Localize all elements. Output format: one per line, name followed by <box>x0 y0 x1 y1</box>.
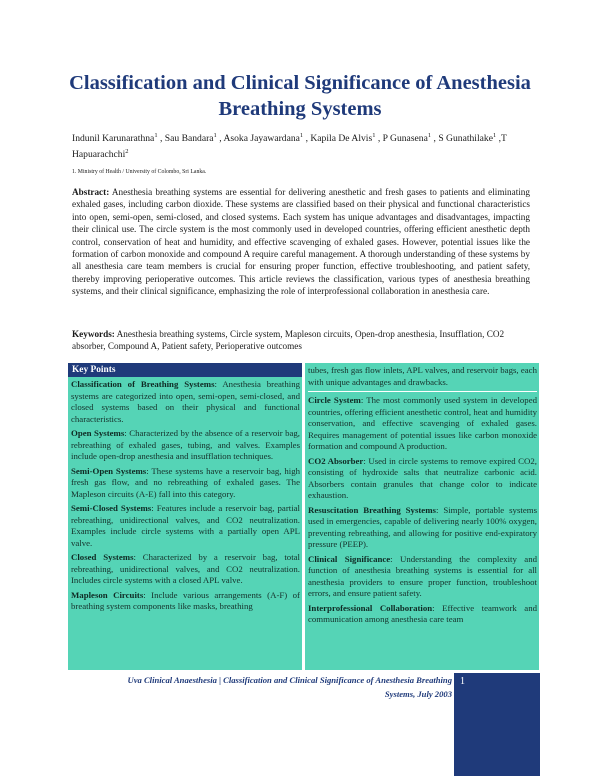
abstract-label: Abstract: <box>72 187 110 197</box>
key-point-label: Circle System <box>308 395 361 405</box>
key-point <box>308 505 537 551</box>
key-point-text: : Anesthesia breathing systems are categorized into open, semi-open, semi-closed, and closed systems based on their physical and functional characteristics. <box>71 379 300 424</box>
keywords <box>72 328 530 353</box>
key-points-right-list <box>308 395 537 626</box>
author-name: T Hapuarachchi <box>72 133 507 161</box>
key-point-label: Mapleson Circuits <box>71 589 144 600</box>
key-point-text: : These systems have a reservoir bag, high fresh gas flow, and no rebreathing of exhaled gases. The Mapleson circuits (A-E) fall into this category. <box>71 465 300 499</box>
key-point-text: : Understanding the complexity and function of anesthesia breathing systems is essential for all anesthesia providers to ensure proper function, troubleshoot errors, and ensure patient safety. <box>308 553 537 598</box>
key-points-right-column <box>305 363 539 670</box>
abstract <box>72 186 530 298</box>
key-points-left-body <box>68 377 302 613</box>
keywords-text: Anesthesia breathing systems, Circle system, Mapleson circuits, Open-drop anesthesia, Insufflation, CO2 absorber, Compound A, Patient safety, Perioperative outcomes <box>72 329 505 352</box>
author-separator: , <box>431 133 439 145</box>
key-point <box>308 603 537 626</box>
key-point-label: Resuscitation Breathing Systems <box>308 504 436 515</box>
key-point-label: Classification of Breathing Systems <box>71 379 215 389</box>
page-footer <box>62 673 452 703</box>
key-point-text: : Used in circle systems to remove expired CO2, consisting of hydroxide salts that neutralize carbonic acid. Absorbers contain granules that change color to indicate exhaustion. <box>308 455 537 500</box>
author-name: S Gunathilake <box>438 133 493 145</box>
key-point-label: CO2 Absorber <box>308 455 364 466</box>
key-point-text: : Simple, portable systems used in emergencies, capable of delivering nearly 100% oxygen, preventing rebreathing, and allowing for positive end-expiratory pressure (PEEP). <box>308 504 537 549</box>
key-point-text: : Features include a reservoir bag, partial rebreathing, unidirectional valves, and CO2 neutralization. Examples include circle systems with a partially open APL valve. <box>71 503 300 548</box>
author-name: Kapila De Alvis <box>310 133 373 145</box>
author-separator: , <box>157 133 165 145</box>
author-name: Sau Bandara <box>164 133 214 145</box>
key-points-header: Key Points <box>68 363 302 377</box>
key-point-label: Closed Systems <box>71 552 134 562</box>
author-separator: , <box>303 133 311 145</box>
author-name: P Gunasena <box>382 133 428 145</box>
author-affiliation-mark: 1 <box>427 132 432 139</box>
key-points-right-body <box>305 363 539 626</box>
key-point-label: Open Systems <box>71 428 125 438</box>
key-point <box>71 379 300 425</box>
key-point <box>71 552 300 587</box>
key-point-label: Semi-Closed Systems <box>71 503 152 513</box>
key-point <box>71 466 300 501</box>
key-point <box>71 590 300 613</box>
page-number-block <box>454 673 540 776</box>
key-point-text: : Characterized by a reservoir bag, total rebreathing, unidirectional valves, and CO2 neutralization. Includes circle systems with a closed APL valve. <box>71 552 300 585</box>
author-affiliation-mark: 1 <box>492 132 497 139</box>
key-point-label: Clinical Significance <box>308 553 391 564</box>
divider <box>308 391 537 392</box>
author-separator: , <box>216 133 224 145</box>
author-affiliation-mark: 1 <box>372 132 376 139</box>
footer-date-line: Systems, July 2003 <box>384 689 452 699</box>
author-affiliation-mark: 1 <box>154 132 158 139</box>
author-name: Indunil Karunarathna <box>72 133 155 145</box>
paper-title: Classification and Clinical Significance of Anesthesia Breathing Systems <box>69 72 531 120</box>
footer-journal-line: Uva Clinical Anaesthesia | Classification and Clinical Significance of Anesthesia Breathing <box>127 675 452 685</box>
key-point-label: Interprofessional Collaboration <box>308 602 433 613</box>
abstract-text: Anesthesia breathing systems are essential for delivering anesthetic and fresh gases to patients and eliminating exhaled gases, including carbon dioxide. These systems are classified based on their physical and functional characteristics into open, semi-open, semi-closed, and closed systems. Each system has unique advantages and disadvantages, impacting their clinical use. The circle system is the most commonly used in developed countries, offering efficient anesthetic depth control, conservation of heat and humidity, and effective scavenging of exhaled gases. However, potential issues like the formation of carbon monoxide and compound A require careful management. A thorough understanding of these systems by all anesthesia care team members is crucial for ensuring proper function, effective troubleshooting, and patient safety, thereby improving perioperative outcomes. This article reviews the classification, various types of anesthesia breathing systems, and their clinical significance, emphasizing the role of interprofessional collaboration in anesthesia care. <box>72 187 530 297</box>
author-separator: , <box>496 133 501 145</box>
key-point-continuation: tubes, fresh gas flow inlets, APL valves, and reservoir bags, each with unique advantages and drawbacks. <box>308 365 537 387</box>
key-point-text: : The most commonly used system in developed countries, offering efficient anesthetic control, heat and humidity conservation, and effective scavenging of exhaled gases. Requires management of potential issues like carbon monoxide formation and compound A production. <box>308 395 537 451</box>
affiliation: 1. Ministry of Health / University of Colombo, Sri Lanka. <box>72 169 207 175</box>
author-affiliation-mark: 2 <box>125 148 129 156</box>
author-list <box>72 129 540 161</box>
key-point <box>308 456 537 502</box>
key-point-text: : Include various arrangements (A-F) of breathing system components like masks, breathing <box>71 589 300 611</box>
author-affiliation-mark: 1 <box>213 132 217 139</box>
key-points-left-column <box>68 363 302 670</box>
key-point-text: : Characterized by the absence of a reservoir bag, rebreathing of exhaled gases, tubing, and valves. Examples include open-drop anesthesia and insufflation techniques. <box>71 428 301 461</box>
author-separator: , <box>375 133 383 145</box>
keywords-label: Keywords: <box>72 329 115 339</box>
key-point <box>308 554 537 600</box>
author-affiliation-mark: 1 <box>299 132 304 139</box>
key-point <box>71 503 300 549</box>
author-name: Asoka Jayawardana <box>223 133 300 145</box>
key-point-text: : Effective teamwork and communication among anesthesia care team <box>308 602 537 624</box>
page-number: 1 <box>460 676 465 687</box>
key-point-label: Semi-Open Systems <box>71 465 147 476</box>
key-point <box>71 428 300 463</box>
key-point <box>308 395 537 453</box>
